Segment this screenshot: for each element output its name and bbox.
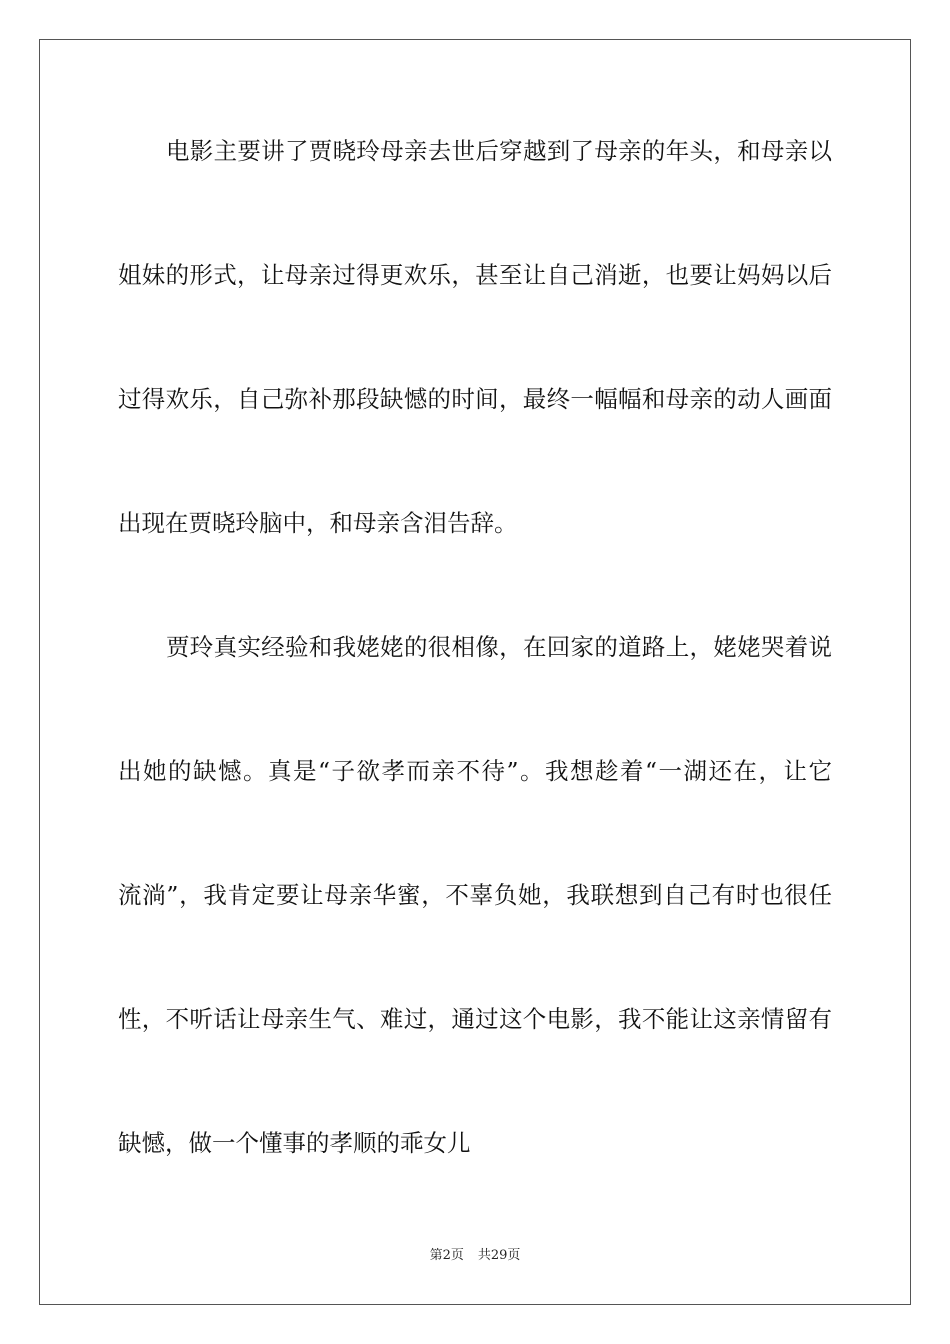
page-footer bbox=[0, 1247, 950, 1265]
paragraph-2-line-5: 缺憾，做一个懂事的孝顺的乖女儿 bbox=[118, 1129, 471, 1157]
paragraph-1-line-2: 姐妹的形式，让母亲过得更欢乐，甚至让自己消逝，也要让妈妈以后 bbox=[118, 261, 832, 289]
paragraph-1-line-1: 电影主要讲了贾晓玲母亲去世后穿越到了母亲的年头，和母亲以 bbox=[166, 137, 832, 165]
paragraph-1-line-3: 过得欢乐，自己弥补那段缺憾的时间，最终一幅幅和母亲的动人画面 bbox=[118, 385, 832, 413]
paragraph-2-line-4: 性，不听话让母亲生气、难过，通过这个电影，我不能让这亲情留有 bbox=[118, 1005, 832, 1033]
paragraph-1-line-4: 出现在贾晓玲脑中，和母亲含泪告辞。 bbox=[118, 509, 518, 537]
page-border bbox=[39, 39, 911, 1305]
paragraph-2-line-2: 出她的缺憾。真是“子欲孝而亲不待”。我想趁着“一湖还在，让它 bbox=[118, 757, 832, 785]
paragraph-2-line-3: 流淌”，我肯定要让母亲华蜜，不辜负她，我联想到自己有时也很任 bbox=[118, 881, 832, 909]
paragraph-2-line-1: 贾玲真实经验和我姥姥的很相像，在回家的道路上，姥姥哭着说 bbox=[166, 633, 832, 661]
page-number: 第2页 bbox=[429, 1248, 464, 1263]
page-total: 共29页 bbox=[477, 1248, 521, 1263]
